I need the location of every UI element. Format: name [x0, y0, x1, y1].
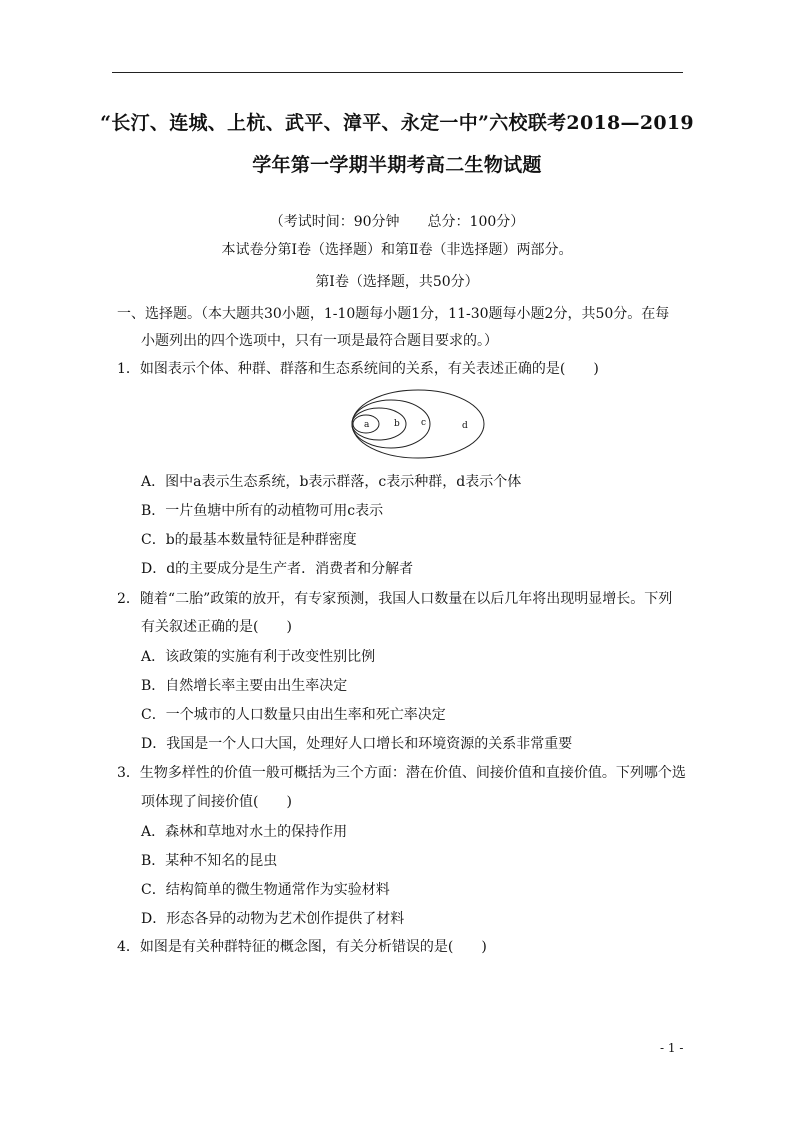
instructions-line-2: 小题列出的四个选项中，只有一项是最符合题目要求的。） [141, 333, 498, 349]
label-c: c [421, 418, 427, 428]
question-2-option-d: D．我国是一个人口大国，处理好人口增长和环境资源的关系非常重要 [141, 736, 573, 752]
exam-structure: 本试卷分第Ⅰ卷（选择题）和第Ⅱ卷（非选择题）两部分。 [221, 242, 573, 258]
question-2-stem-line-2: 有关叙述正确的是( ) [141, 619, 292, 635]
exam-time-score: （考试时间：90分钟 总分：100分） [269, 214, 525, 230]
label-a: a [364, 420, 370, 430]
question-1-stem: 1．如图表示个体、种群、群落和生态系统间的关系，有关表述正确的是( ) [117, 361, 599, 377]
question-3-option-a: A．森林和草地对水土的保持作用 [141, 824, 348, 840]
question-2-option-c: C．一个城市的人口数量只由出生率和死亡率决定 [141, 707, 446, 723]
header-rule [112, 72, 683, 73]
question-4-stem: 4．如图是有关种群特征的概念图，有关分析错误的是( ) [117, 939, 487, 955]
question-3-option-b: B．某种不知名的昆虫 [141, 853, 278, 869]
question-2-option-b: B．自然增长率主要由出生率决定 [141, 678, 348, 694]
section-heading: 第Ⅰ卷（选择题，共50分） [315, 274, 479, 290]
question-2-stem-line-1: 2．随着“二胎”政策的放开，有专家预测，我国人口数量在以后几年将出现明显增长。下列 [117, 591, 673, 607]
label-b: b [394, 419, 400, 429]
question-1-option-a: A．图中a表示生态系统，b表示群落，c表示种群，d表示个体 [141, 474, 522, 490]
exam-title-line-1: “长汀、连城、上杭、武平、漳平、永定一中”六校联考2018—2019 [100, 112, 694, 134]
question-2-option-a: A．该政策的实施有利于改变性别比例 [141, 649, 376, 665]
question-1-option-d: D．d的主要成分是生产者．消费者和分解者 [141, 561, 414, 577]
question-1-option-b: B．一片鱼塘中所有的动植物可用c表示 [141, 503, 384, 519]
question-1-option-c: C．b的最基本数量特征是种群密度 [141, 532, 357, 548]
question-3-option-c: C．结构简单的微生物通常作为实验材料 [141, 882, 390, 898]
question-3-stem-line-2: 项体现了间接价值( ) [141, 794, 292, 810]
page-number: - 1 - [660, 1041, 684, 1055]
instructions-line-1: 一、选择题。（本大题共30小题，1-10题每小题1分，11-30题每小题2分，共50分。在每 [117, 306, 670, 322]
exam-title-line-2: 学年第一学期半期考高二生物试题 [252, 154, 542, 176]
label-d: d [462, 421, 468, 431]
nested-ellipses-diagram [350, 388, 486, 462]
question-3-stem-line-1: 3．生物多样性的价值一般可概括为三个方面：潜在价值、间接价值和直接价值。下列哪个选 [117, 765, 686, 781]
question-3-option-d: D．形态各异的动物为艺术创作提供了材料 [141, 911, 405, 927]
